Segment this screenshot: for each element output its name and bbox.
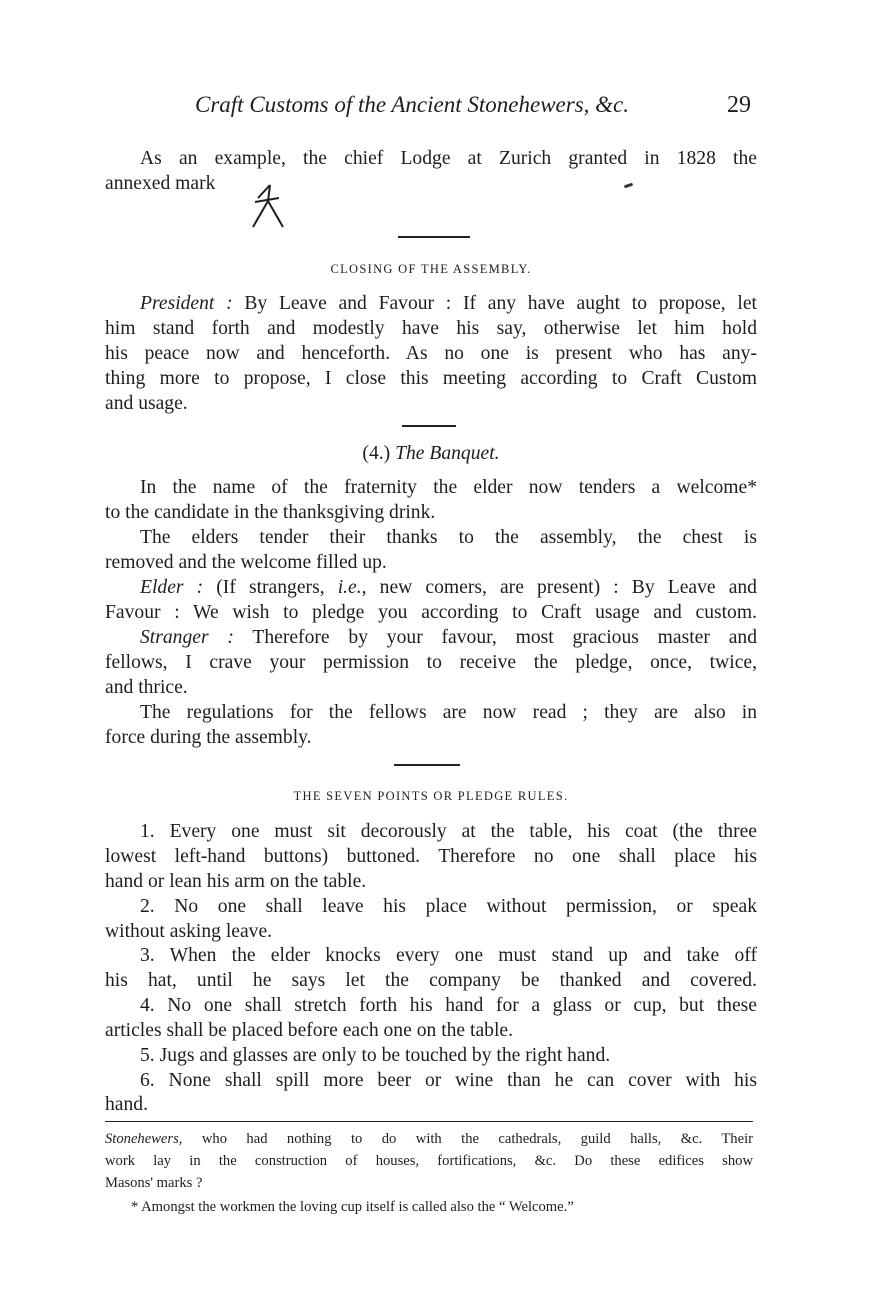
banquet-p4-line-3: and thrice.: [105, 677, 188, 698]
rule-line: 6. None shall spill more beer or wine than he can cover with his: [140, 1070, 757, 1091]
rule-line: lowest left-hand buttons) buttoned. Therefore no one shall place his: [105, 846, 757, 867]
mason-mark-icon: [246, 181, 290, 229]
heading-closing: CLOSING OF THE ASSEMBLY.: [330, 262, 532, 276]
banquet-p4-line-1: Stranger : Therefore by your favour, most gracious master and: [140, 627, 757, 648]
rule-line: articles shall be placed before each one on the table.: [105, 1020, 514, 1041]
rule-line: 1. Every one must sit decorously at the table, his coat (the three: [140, 821, 757, 842]
banquet-p3-line-1: Elder : (If strangers, i.e., new comers, are present) : By Leave and: [140, 577, 757, 598]
speaker-stranger: Stranger :: [140, 627, 234, 648]
closing-line-2: him stand forth and modestly have his say, otherwise let him hold: [105, 318, 757, 339]
speaker-president: President :: [140, 293, 233, 314]
banquet-p1-line-2: to the candidate in the thanksgiving drink.: [105, 502, 436, 523]
footnote-stonehewers-line-2: work lay in the construction of houses, fortifications, &c. Do these edifices show: [105, 1153, 753, 1169]
rule-line: without asking leave.: [105, 921, 273, 942]
rule-line: 2. No one shall leave his place without permission, or speak: [140, 896, 757, 917]
banquet-p3-line-2: Favour : We wish to pledge you according to Craft usage and custom.: [105, 602, 757, 623]
banquet-p4-line-2: fellows, I crave your permission to receive the pledge, once, twice,: [105, 652, 757, 673]
section-divider: [398, 236, 470, 238]
banquet-p1-line-1: In the name of the fraternity the elder now tenders a welcome*: [140, 477, 757, 498]
closing-line-1: President : By Leave and Favour : If any have aught to propose, let: [140, 293, 757, 314]
page-number: 29: [727, 92, 751, 118]
banquet-p2-line-2: removed and the welcome filled up.: [105, 552, 387, 573]
footnote-welcome: * Amongst the workmen the loving cup itself is called also the “ Welcome.”: [131, 1199, 574, 1215]
footnote-separator: [105, 1121, 753, 1122]
intro-line-1: As an example, the chief Lodge at Zurich granted in 1828 the: [140, 148, 757, 169]
rule-line: his hat, until he says let the company be thanked and covered.: [105, 970, 757, 991]
banquet-p5-line-2: force during the assembly.: [105, 727, 312, 748]
closing-line-4: thing more to propose, I close this meeting according to Craft Custom: [105, 368, 757, 389]
intro-line-2: annexed mark: [105, 173, 216, 194]
banquet-p5-line-1: The regulations for the fellows are now read ; they are also in: [140, 702, 757, 723]
banquet-p2-line-1: The elders tender their thanks to the assembly, the chest is: [140, 527, 757, 548]
heading-seven-points: THE SEVEN POINTS OR PLEDGE RULES.: [293, 789, 569, 803]
running-header-title: Craft Customs of the Ancient Stonehewers, &c.: [195, 92, 629, 117]
rule-line: hand.: [105, 1094, 148, 1115]
closing-line-5: and usage.: [105, 393, 188, 414]
section-divider: [402, 425, 456, 427]
section-divider: [394, 764, 460, 766]
heading-banquet: (4.) The Banquet.: [362, 443, 500, 464]
speaker-elder: Elder :: [140, 577, 204, 598]
footnote-stonehewers-line-3: Masons' marks ?: [105, 1175, 203, 1191]
rule-line: 5. Jugs and glasses are only to be touched by the right hand.: [140, 1045, 611, 1066]
closing-line-3: his peace now and henceforth. As no one is present who has any-: [105, 343, 757, 364]
footnote-stonehewers-line-1: Stonehewers, who had nothing to do with the cathedrals, guild halls, &c. Their: [105, 1131, 753, 1147]
rule-line: 4. No one shall stretch forth his hand for a glass or cup, but these: [140, 995, 757, 1016]
rule-line: hand or lean his arm on the table.: [105, 871, 367, 892]
rule-line: 3. When the elder knocks every one must stand up and take off: [140, 945, 757, 966]
